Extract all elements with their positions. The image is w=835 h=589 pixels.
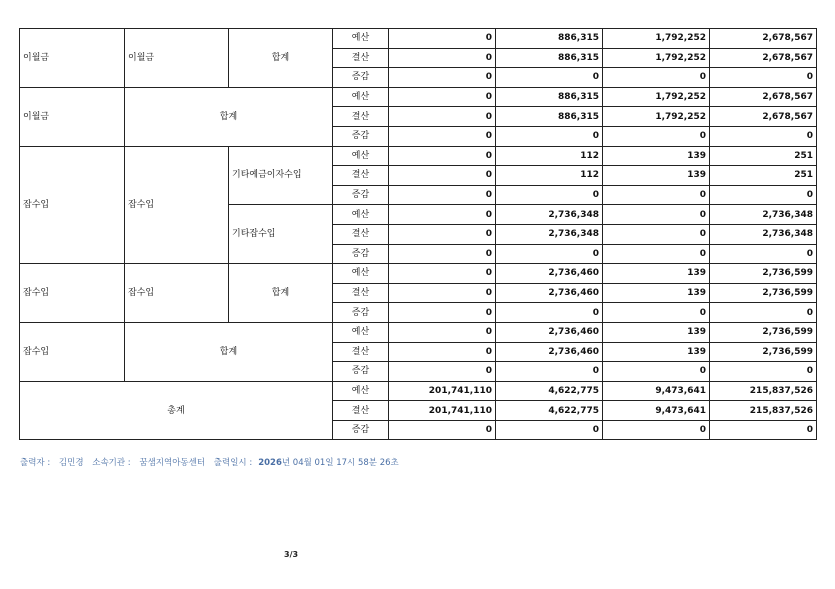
row-type-cell: 결산: [333, 166, 389, 186]
row-type-cell: 증감: [333, 126, 389, 146]
row-type-cell: 증감: [333, 303, 389, 323]
item-cell: 합계: [229, 264, 333, 323]
amount-cell: 0: [389, 107, 496, 127]
amount-cell: 1,792,252: [603, 87, 710, 107]
print-time: 년 04월 01일 17시 58분 26초: [281, 458, 399, 468]
amount-cell: 2,736,599: [710, 264, 817, 284]
table-row: [20, 381, 817, 401]
amount-cell: 0: [603, 205, 710, 225]
amount-cell: 0: [496, 185, 603, 205]
amount-cell: 0: [389, 264, 496, 284]
amount-cell: 0: [710, 126, 817, 146]
amount-cell: 0: [496, 362, 603, 382]
amount-cell: 2,736,460: [496, 264, 603, 284]
amount-cell: 0: [389, 322, 496, 342]
org-name: 꿈샘지역아동센터: [139, 458, 206, 468]
amount-cell: 2,736,460: [496, 283, 603, 303]
table-row: [20, 87, 817, 107]
amount-cell: 2,736,348: [496, 224, 603, 244]
row-type-cell: 증감: [333, 420, 389, 440]
amount-cell: 2,736,348: [710, 224, 817, 244]
amount-cell: 4,622,775: [496, 401, 603, 421]
amount-cell: 139: [603, 342, 710, 362]
amount-cell: 2,736,599: [710, 342, 817, 362]
amount-cell: 2,736,599: [710, 283, 817, 303]
amount-cell: 0: [389, 362, 496, 382]
table-row: [20, 264, 817, 284]
amount-cell: 2,678,567: [710, 87, 817, 107]
row-type-cell: 결산: [333, 224, 389, 244]
row-type-cell: 예산: [333, 322, 389, 342]
subcategory-cell: 잡수입: [125, 264, 229, 323]
amount-cell: 139: [603, 166, 710, 186]
row-type-cell: 증감: [333, 362, 389, 382]
amount-cell: 0: [603, 224, 710, 244]
amount-cell: 0: [496, 68, 603, 88]
amount-cell: 0: [496, 303, 603, 323]
row-type-cell: 예산: [333, 146, 389, 166]
item-cell: 합계: [229, 29, 333, 88]
amount-cell: 201,741,110: [389, 401, 496, 421]
amount-cell: 1,792,252: [603, 48, 710, 68]
row-type-cell: 예산: [333, 29, 389, 49]
amount-cell: 2,736,460: [496, 322, 603, 342]
amount-cell: 886,315: [496, 29, 603, 49]
amount-cell: 139: [603, 283, 710, 303]
amount-cell: 886,315: [496, 87, 603, 107]
amount-cell: 0: [710, 362, 817, 382]
category-cell: 잡수입: [20, 322, 125, 381]
amount-cell: 0: [389, 29, 496, 49]
table-row: [20, 29, 817, 49]
amount-cell: 2,736,348: [496, 205, 603, 225]
amount-cell: 0: [603, 244, 710, 264]
amount-cell: 4,622,775: [496, 381, 603, 401]
subtotal-cell: 합계: [125, 87, 333, 146]
row-type-cell: 결산: [333, 342, 389, 362]
table-row: [20, 146, 817, 166]
amount-cell: 251: [710, 166, 817, 186]
amount-cell: 0: [389, 146, 496, 166]
grand-total-cell: 총계: [20, 381, 333, 440]
amount-cell: 0: [603, 185, 710, 205]
amount-cell: 0: [603, 68, 710, 88]
row-type-cell: 증감: [333, 185, 389, 205]
amount-cell: 1,792,252: [603, 107, 710, 127]
row-type-cell: 예산: [333, 205, 389, 225]
amount-cell: 0: [496, 126, 603, 146]
amount-cell: 2,678,567: [710, 48, 817, 68]
row-type-cell: 결산: [333, 401, 389, 421]
amount-cell: 0: [389, 185, 496, 205]
amount-cell: 0: [603, 126, 710, 146]
amount-cell: 1,792,252: [603, 29, 710, 49]
amount-cell: 112: [496, 146, 603, 166]
amount-cell: 2,678,567: [710, 29, 817, 49]
amount-cell: 139: [603, 264, 710, 284]
amount-cell: 0: [389, 166, 496, 186]
amount-cell: 2,736,348: [710, 205, 817, 225]
amount-cell: 0: [389, 244, 496, 264]
amount-cell: 886,315: [496, 107, 603, 127]
print-info-footer: [20, 456, 405, 468]
amount-cell: 0: [496, 420, 603, 440]
amount-cell: 0: [603, 420, 710, 440]
row-type-cell: 예산: [333, 381, 389, 401]
amount-cell: 2,736,460: [496, 342, 603, 362]
row-type-cell: 결산: [333, 283, 389, 303]
amount-cell: 0: [710, 185, 817, 205]
printer-label: 출력자 :: [20, 458, 51, 468]
table-row: [20, 322, 817, 342]
row-type-cell: 결산: [333, 107, 389, 127]
amount-cell: 9,473,641: [603, 381, 710, 401]
subcategory-cell: 잡수입: [125, 146, 229, 264]
row-type-cell: 증감: [333, 68, 389, 88]
subcategory-cell: 이월금: [125, 29, 229, 88]
budget-settlement-table: [19, 28, 817, 440]
amount-cell: 0: [389, 342, 496, 362]
subtotal-cell: 합계: [125, 322, 333, 381]
amount-cell: 215,837,526: [710, 381, 817, 401]
amount-cell: 0: [496, 244, 603, 264]
amount-cell: 0: [389, 283, 496, 303]
amount-cell: 0: [389, 420, 496, 440]
amount-cell: 139: [603, 146, 710, 166]
amount-cell: 215,837,526: [710, 401, 817, 421]
amount-cell: 0: [389, 205, 496, 225]
item-cell: 기타예금이자수입: [229, 146, 333, 205]
category-cell: 이월금: [20, 29, 125, 88]
amount-cell: 251: [710, 146, 817, 166]
amount-cell: 0: [389, 48, 496, 68]
item-cell: 기타잡수입: [229, 205, 333, 264]
row-type-cell: 예산: [333, 87, 389, 107]
amount-cell: 886,315: [496, 48, 603, 68]
amount-cell: 0: [710, 68, 817, 88]
printer-name: 김민경: [58, 458, 84, 468]
amount-cell: 0: [603, 303, 710, 323]
category-cell: 잡수입: [20, 264, 125, 323]
amount-cell: 9,473,641: [603, 401, 710, 421]
amount-cell: 0: [603, 362, 710, 382]
print-time-label: 출력일시 :: [213, 458, 253, 468]
amount-cell: 0: [389, 303, 496, 323]
org-label: 소속기관 :: [92, 458, 131, 468]
row-type-cell: 증감: [333, 244, 389, 264]
amount-cell: 0: [389, 87, 496, 107]
amount-cell: 201,741,110: [389, 381, 496, 401]
amount-cell: 0: [389, 126, 496, 146]
amount-cell: 2,678,567: [710, 107, 817, 127]
category-cell: 이월금: [20, 87, 125, 146]
row-type-cell: 결산: [333, 48, 389, 68]
amount-cell: 0: [710, 303, 817, 323]
amount-cell: 0: [389, 224, 496, 244]
amount-cell: 112: [496, 166, 603, 186]
row-type-cell: 예산: [333, 264, 389, 284]
page-number: 3/3: [284, 550, 299, 559]
amount-cell: 0: [710, 244, 817, 264]
amount-cell: 139: [603, 322, 710, 342]
category-cell: 잡수입: [20, 146, 125, 264]
amount-cell: 2,736,599: [710, 322, 817, 342]
amount-cell: 0: [710, 420, 817, 440]
print-year: 2026: [258, 458, 282, 468]
amount-cell: 0: [389, 68, 496, 88]
